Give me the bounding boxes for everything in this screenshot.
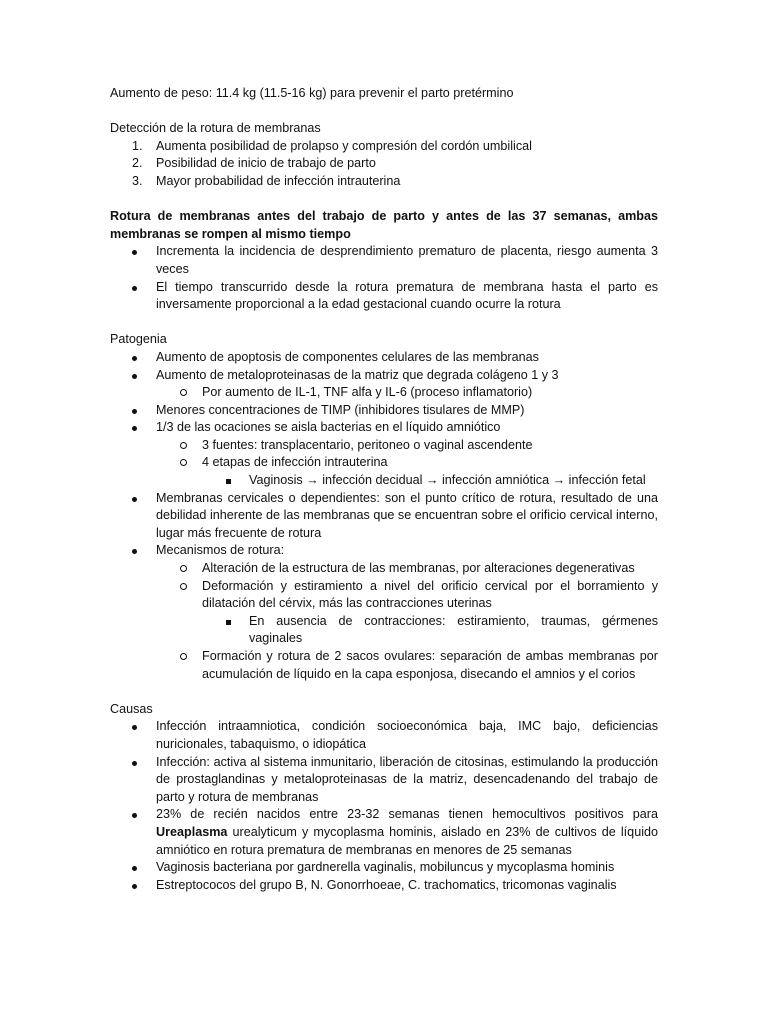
list-item: Alteración de la estructura de las membranas, por alteraciones degenerativas [110, 560, 658, 578]
causes-list [110, 718, 658, 894]
list-item: Aumento de apoptosis de componentes celulares de las membranas [110, 349, 658, 367]
list-item: 1/3 de las ocaciones se aisla bacterias en el líquido amniótico [110, 419, 658, 437]
list-item: Menores concentraciones de TIMP (inhibidores tisulares de MMP) [110, 402, 658, 420]
list-item: Incrementa la incidencia de desprendimiento prematuro de placenta, riesgo aumenta 3 veces [110, 243, 658, 278]
list-item: Deformación y estiramiento a nivel del orificio cervical por el borramiento y dilatación del cérvix, más las contracciones uterinas [110, 578, 658, 613]
bullet-icon [132, 884, 137, 889]
bullet-icon [132, 761, 137, 766]
rupture-heading: Rotura de membranas antes del trabajo de parto y antes de las 37 semanas, ambas membranas se rompen al mismo tiempo [110, 209, 658, 241]
detection-heading: Detección de la rotura de membranas [110, 121, 321, 136]
bullet-icon [132, 356, 137, 361]
bullet-icon [132, 426, 137, 431]
list-item: Vaginosis bacteriana por gardnerella vaginalis, mobiluncus y mycoplasma hominis [110, 859, 658, 877]
circle-bullet-icon [180, 389, 187, 396]
bullet-icon [132, 725, 137, 730]
pathogenesis-heading: Patogenia [110, 332, 167, 347]
pathogenesis-list [110, 349, 658, 683]
bullet-icon [132, 286, 137, 291]
circle-bullet-icon [180, 442, 187, 449]
weight-gain-line: Aumento de peso: 11.4 kg (11.5-16 kg) para prevenir el parto pretérmino [110, 86, 514, 100]
list-item: Membranas cervicales o dependientes: son el punto crítico de rotura, resultado de una debilidad inherente de las membranas que se encuentran sobre el orificio cervical interno, lugar más frecuente de rotura [110, 490, 658, 543]
circle-bullet-icon [180, 583, 187, 590]
square-bullet-icon [226, 620, 231, 625]
bullet-icon [132, 549, 137, 554]
list-item: El tiempo transcurrido desde la rotura prematura de membrana hasta el parto es inversamente proporcional a la edad gestacional cuando ocurre la rotura [110, 279, 658, 314]
circle-bullet-icon [180, 459, 187, 466]
list-item: En ausencia de contracciones: estiramiento, traumas, gérmenes vaginales [110, 613, 658, 648]
list-item: 4 etapas de infección intrauterina [110, 454, 658, 472]
bullet-icon [132, 813, 137, 818]
list-item: Por aumento de IL-1, TNF alfa y IL-6 (proceso inflamatorio) [110, 384, 658, 402]
list-item: Infección: activa al sistema inmunitario, liberación de citosinas, estimulando la producción de prostaglandinas y metaloproteinasas de la matriz, desencadenando del trabajo de parto y rotura de membranas [110, 754, 658, 807]
list-item: 1. Aumenta posibilidad de prolapso y compresión del cordón umbilical [132, 138, 532, 153]
list-item: Formación y rotura de 2 sacos ovulares: separación de ambas membranas por acumulación de líquido en la capa esponjosa, disecando el amnios y el corios [110, 648, 658, 683]
list-item: Estreptococos del grupo B, N. Gonorrhoeae, C. trachomatics, tricomonas vaginalis [110, 877, 658, 895]
list-item: Vaginosis → infección decidual → infección amniótica → infección fetal [110, 472, 658, 490]
list-item: Infección intraamniotica, condición socioeconómica baja, IMC bajo, deficiencias nuricionales, tabaquismo, o idiopática [110, 718, 658, 753]
causes-heading: Causas [110, 701, 153, 716]
list-item: Mecanismos de rotura: [110, 542, 658, 560]
list-item: Aumento de metaloproteinasas de la matriz que degrada colágeno 1 y 3 [110, 367, 658, 385]
bullet-icon [132, 374, 137, 379]
bullet-icon [132, 497, 137, 502]
bullet-icon [132, 250, 137, 255]
bullet-icon [132, 866, 137, 871]
bullet-icon [132, 409, 137, 414]
circle-bullet-icon [180, 653, 187, 660]
square-bullet-icon [226, 479, 231, 484]
list-item: 2. Posibilidad de inicio de trabajo de parto [132, 156, 376, 171]
rupture-list [110, 243, 658, 313]
list-item: 3 fuentes: transplacentario, peritoneo o vaginal ascendente [110, 437, 658, 455]
document-body [110, 85, 658, 894]
list-item: 23% de recién nacidos entre 23-32 semanas tienen hemocultivos positivos para Ureaplasma urealyticum y mycoplasma hominis, aislado en 23% de cultivos de líquido amniótico en rotura prematura de membranas en menores de 25 semanas [110, 806, 658, 859]
detection-list [110, 138, 658, 191]
circle-bullet-icon [180, 565, 187, 572]
list-item: 3. Mayor probabilidad de infección intrauterina [132, 173, 401, 188]
